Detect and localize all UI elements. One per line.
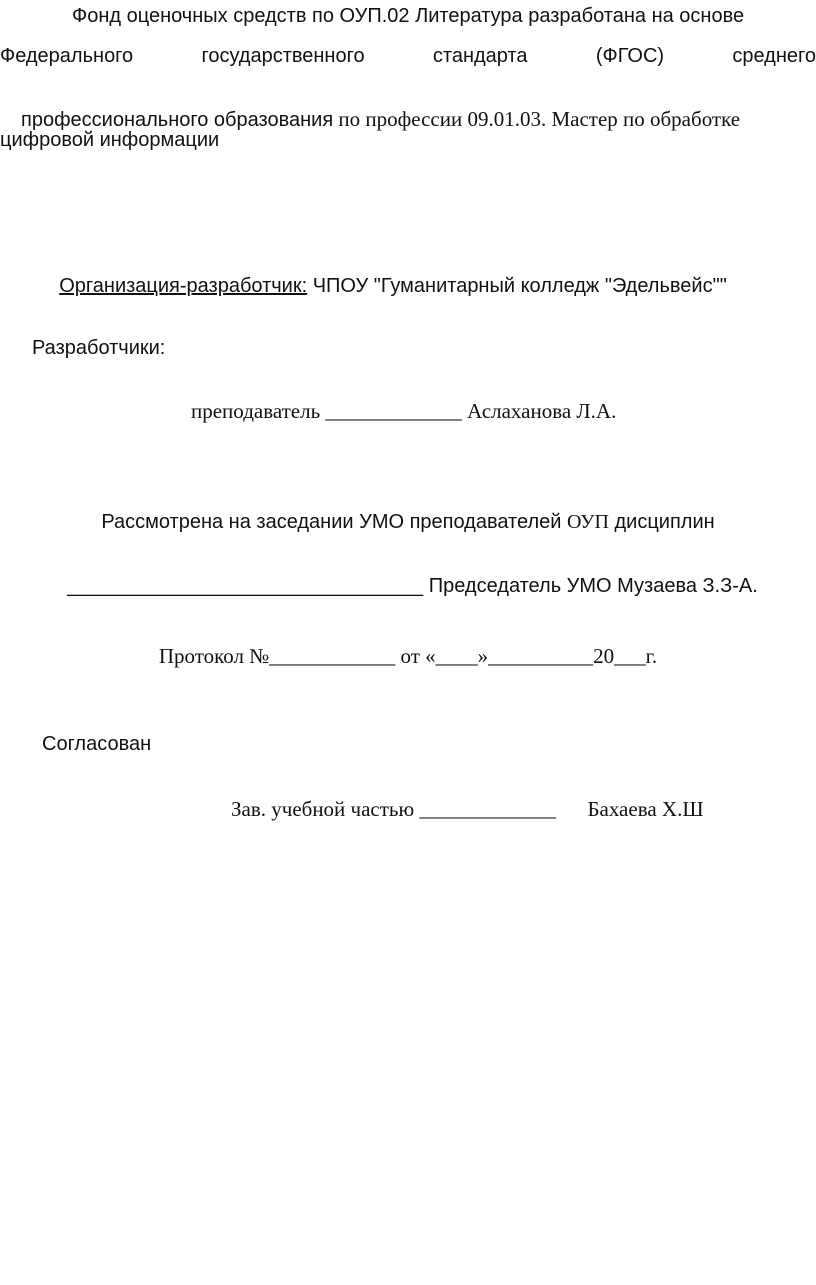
organization-value: ЧПОУ "Гуманитарный колледж "Эдельвейс"" [307,275,727,297]
review-chair-line [45,556,758,616]
organization-label: Организация-разработчик: [59,275,308,297]
developer-signature-blank: _____________ [325,399,462,423]
approval-signature-blank: _____________ [419,797,556,821]
developers-heading: Разработчики: [32,337,166,359]
approval-name: Бахаева Х.Ш [587,797,704,821]
review-signature-blank: ________________________________ [67,575,424,597]
developer-role: преподаватель [191,399,321,423]
review-chair: Председатель УМО Музаева З.З-А. [428,575,758,597]
intro-line-4: цифровой информации [0,129,220,151]
approval-role: Зав. учебной частью [231,797,415,821]
approval-line [210,778,704,841]
organization-line [37,256,727,316]
intro-line-3-part-a: профессионального образования [21,109,334,131]
review-text-b: ОУП [566,511,609,533]
protocol-line: Протокол №____________ от «____»__________20___г. [158,644,658,668]
review-text-c: дисциплин [608,511,715,533]
developer-line [170,380,616,443]
intro-line-1: Фонд оценочных средств по ОУП.02 Литература разработана на основе [72,5,745,27]
intro-line-3-part-b: по профессии 09.01.03. Мастер по обработке [333,107,741,131]
intro-line-2: Федерального государственного стандарта (ФГОС) среднего [0,45,816,67]
developer-name: Аслаханова Л.А. [467,399,617,423]
review-text-a: Рассмотрена на заседании УМО преподавателей [101,511,567,533]
approval-heading: Согласован [42,733,152,755]
review-line [0,512,816,532]
